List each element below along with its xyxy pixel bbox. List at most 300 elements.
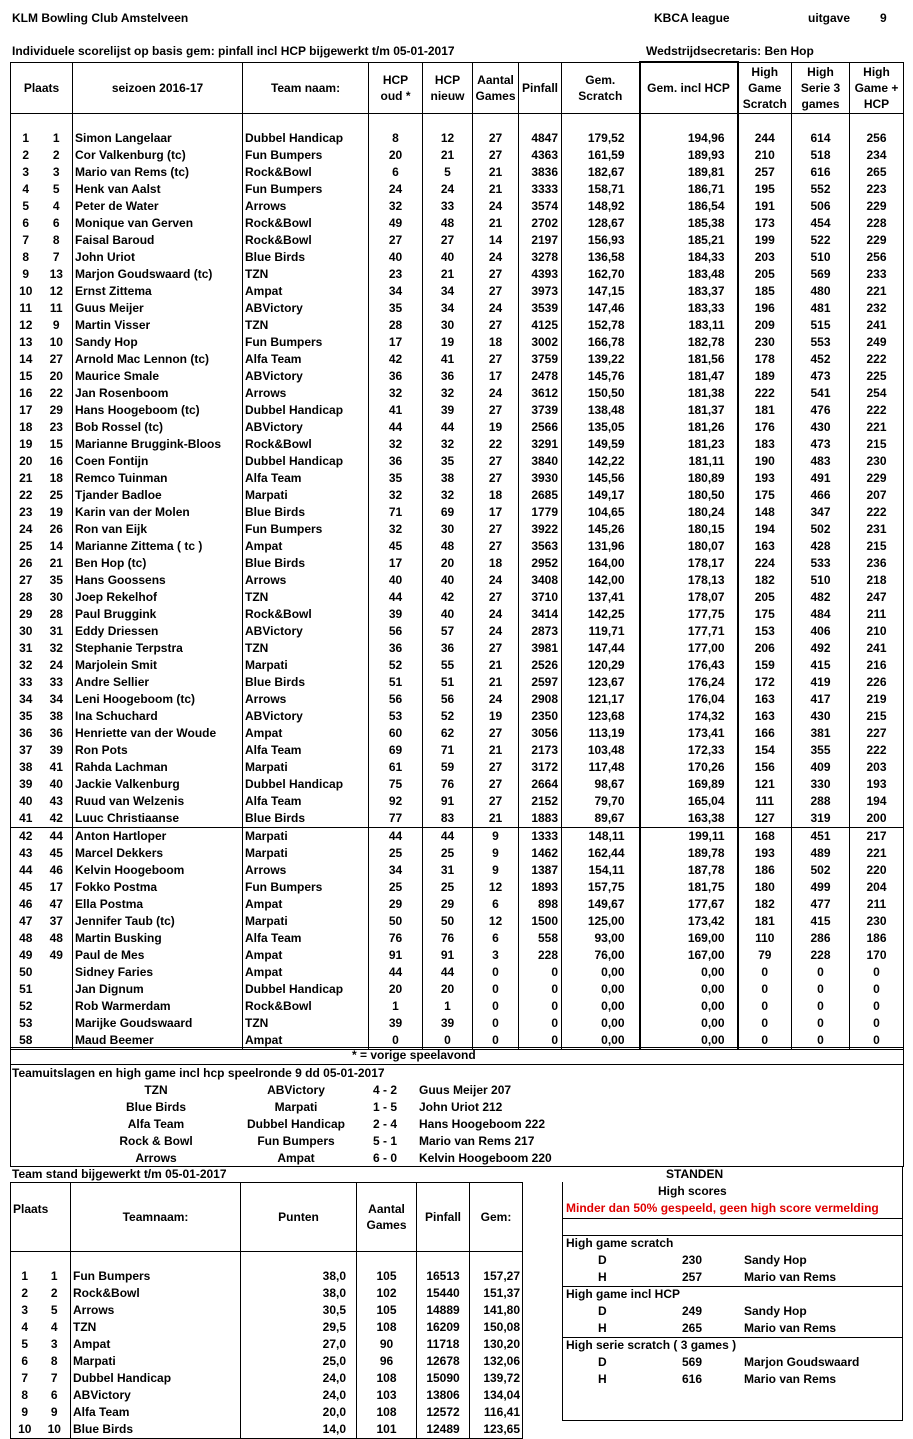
table-cell: 185,38 bbox=[640, 215, 738, 232]
table-cell: 477 bbox=[792, 896, 850, 913]
table-cell: 50 bbox=[11, 964, 41, 981]
result-cell: 6 - 0 bbox=[372, 1151, 397, 1165]
table-cell: Ampat bbox=[243, 725, 369, 742]
table-cell: 12 bbox=[473, 879, 519, 896]
table-cell: 2478 bbox=[519, 368, 562, 385]
table-cell: 211 bbox=[850, 896, 904, 913]
team-cell: 105 bbox=[357, 1268, 417, 1285]
table-cell: 452 bbox=[792, 351, 850, 368]
table-cell: 117,48 bbox=[562, 759, 640, 776]
table-cell: Blue Birds bbox=[243, 504, 369, 521]
table-cell: 409 bbox=[792, 759, 850, 776]
table-cell: 181,38 bbox=[640, 385, 738, 402]
table-cell: 0 bbox=[423, 1032, 473, 1050]
table-cell: 71 bbox=[423, 742, 473, 759]
table-cell: 11 bbox=[11, 300, 41, 317]
result-cell: TZN bbox=[144, 1083, 168, 1097]
table-cell: Arrows bbox=[243, 198, 369, 215]
table-row bbox=[11, 198, 904, 215]
table-cell: 491 bbox=[792, 470, 850, 487]
table-cell: 148,92 bbox=[562, 198, 640, 215]
table-cell: 10 bbox=[11, 283, 41, 300]
table-cell bbox=[41, 998, 73, 1015]
table-cell: 482 bbox=[792, 589, 850, 606]
team-cell: 4 bbox=[11, 1319, 39, 1336]
team-cell: 2 bbox=[39, 1285, 71, 1302]
team-cell: 25,0 bbox=[241, 1353, 357, 1370]
table-cell: 569 bbox=[792, 266, 850, 283]
table-cell: 21 bbox=[473, 215, 519, 232]
table-cell: Ampat bbox=[243, 896, 369, 913]
team-cell: 7 bbox=[11, 1370, 39, 1387]
table-cell: Arrows bbox=[243, 862, 369, 879]
high-score-cell: H bbox=[598, 1321, 607, 1335]
table-cell: Ella Postma bbox=[73, 896, 243, 913]
col-hcp-oud: HCP oud * bbox=[369, 62, 423, 114]
table-cell: 12 bbox=[11, 317, 41, 334]
table-cell: 113,19 bbox=[562, 725, 640, 742]
table-cell: 56 bbox=[369, 623, 423, 640]
table-cell: 19 bbox=[41, 504, 73, 521]
table-cell: Rock&Bowl bbox=[243, 215, 369, 232]
table-cell: 24 bbox=[473, 623, 519, 640]
table-cell: 0,00 bbox=[640, 964, 738, 981]
table-cell: 193 bbox=[738, 845, 792, 862]
table-cell: 502 bbox=[792, 521, 850, 538]
table-cell: 6 bbox=[11, 215, 41, 232]
table-cell: 2685 bbox=[519, 487, 562, 504]
table-cell: 52 bbox=[11, 998, 41, 1015]
table-cell: 17 bbox=[369, 555, 423, 572]
table-cell: 163 bbox=[738, 538, 792, 555]
table-cell: 0 bbox=[519, 998, 562, 1015]
table-row bbox=[11, 300, 904, 317]
table-cell: 12 bbox=[473, 913, 519, 930]
table-cell: 244 bbox=[738, 130, 792, 147]
table-cell: 18 bbox=[473, 555, 519, 572]
team-cell: 15440 bbox=[417, 1285, 470, 1302]
table-cell: 58 bbox=[11, 1032, 41, 1050]
table-cell: 319 bbox=[792, 810, 850, 828]
high-score-cell: Marjon Goudswaard bbox=[744, 1355, 860, 1369]
table-cell bbox=[41, 1015, 73, 1032]
table-cell: TZN bbox=[243, 1015, 369, 1032]
table-row bbox=[11, 606, 904, 623]
table-cell: John Uriot bbox=[73, 249, 243, 266]
table-cell: Henk van Aalst bbox=[73, 181, 243, 198]
table-row bbox=[11, 964, 904, 981]
table-cell: TZN bbox=[243, 589, 369, 606]
table-cell: 18 bbox=[473, 334, 519, 351]
table-row bbox=[11, 317, 904, 334]
team-cell: 8 bbox=[39, 1353, 71, 1370]
table-cell: 92 bbox=[369, 793, 423, 810]
table-cell: 49 bbox=[369, 215, 423, 232]
table-cell: 32 bbox=[369, 436, 423, 453]
result-cell: Guus Meijer 207 bbox=[419, 1083, 512, 1097]
table-cell: 33 bbox=[423, 198, 473, 215]
table-cell: 42 bbox=[369, 351, 423, 368]
table-cell: 158,71 bbox=[562, 181, 640, 198]
table-cell: 51 bbox=[369, 674, 423, 691]
table-cell: 286 bbox=[792, 930, 850, 947]
team-col-naam: Teamnaam: bbox=[71, 1183, 241, 1252]
table-row bbox=[11, 521, 904, 538]
table-cell: 222 bbox=[738, 385, 792, 402]
table-row bbox=[11, 845, 904, 862]
table-cell: 9 bbox=[41, 317, 73, 334]
table-cell: 15 bbox=[41, 436, 73, 453]
table-cell: 24 bbox=[473, 385, 519, 402]
table-cell: Ampat bbox=[243, 283, 369, 300]
table-cell: 27 bbox=[473, 317, 519, 334]
table-cell: 1387 bbox=[519, 862, 562, 879]
result-cell: Marpati bbox=[274, 1100, 318, 1114]
table-cell: 172,33 bbox=[640, 742, 738, 759]
team-cell: 108 bbox=[357, 1370, 417, 1387]
table-cell: 228 bbox=[519, 947, 562, 964]
table-cell: 4125 bbox=[519, 317, 562, 334]
table-cell: 476 bbox=[792, 402, 850, 419]
table-cell: 194,96 bbox=[640, 130, 738, 147]
table-cell: 180,07 bbox=[640, 538, 738, 555]
table-cell: 44 bbox=[11, 862, 41, 879]
table-cell: 3539 bbox=[519, 300, 562, 317]
team-cell: Ampat bbox=[71, 1336, 241, 1353]
table-cell: 21 bbox=[423, 147, 473, 164]
table-cell: 111 bbox=[738, 793, 792, 810]
table-cell: Alfa Team bbox=[243, 470, 369, 487]
table-cell: Simon Langelaar bbox=[73, 130, 243, 147]
table-cell: 0 bbox=[519, 1015, 562, 1032]
table-cell: 190 bbox=[738, 453, 792, 470]
table-cell: 0,00 bbox=[562, 998, 640, 1015]
table-cell: 17 bbox=[473, 368, 519, 385]
table-cell: 71 bbox=[369, 504, 423, 521]
table-cell: 211 bbox=[850, 606, 904, 623]
high-score-group-title: High game incl HCP bbox=[566, 1287, 681, 1301]
table-row bbox=[11, 776, 904, 793]
table-cell: 20 bbox=[41, 368, 73, 385]
table-cell: 3930 bbox=[519, 470, 562, 487]
table-cell: 69 bbox=[423, 504, 473, 521]
table-cell: 19 bbox=[473, 419, 519, 436]
table-cell: 20 bbox=[423, 981, 473, 998]
table-cell: Rock&Bowl bbox=[243, 436, 369, 453]
result-cell: John Uriot 212 bbox=[419, 1100, 503, 1114]
table-cell: 16 bbox=[11, 385, 41, 402]
table-row bbox=[11, 623, 904, 640]
table-cell: 2350 bbox=[519, 708, 562, 725]
table-cell: 9 bbox=[11, 266, 41, 283]
team-row bbox=[11, 1370, 523, 1387]
table-cell: 0 bbox=[473, 998, 519, 1015]
team-cell: 130,20 bbox=[470, 1336, 523, 1353]
table-row bbox=[11, 896, 904, 913]
table-cell: 381 bbox=[792, 725, 850, 742]
table-cell: 17 bbox=[473, 504, 519, 521]
table-cell: Marianne Bruggink-Bloos bbox=[73, 436, 243, 453]
table-cell: Tjander Badloe bbox=[73, 487, 243, 504]
table-cell: ABVictory bbox=[243, 300, 369, 317]
table-cell: 36 bbox=[423, 368, 473, 385]
table-cell: Coen Fontijn bbox=[73, 453, 243, 470]
team-cell: 6 bbox=[39, 1387, 71, 1404]
team-cell: 24,0 bbox=[241, 1387, 357, 1404]
table-cell: 33 bbox=[11, 674, 41, 691]
team-cell: 105 bbox=[357, 1302, 417, 1319]
table-cell: 0 bbox=[738, 998, 792, 1015]
team-cell: 10 bbox=[11, 1421, 39, 1439]
table-cell: 0 bbox=[850, 1015, 904, 1032]
table-cell: 44 bbox=[369, 964, 423, 981]
table-cell: 182,78 bbox=[640, 334, 738, 351]
table-cell bbox=[41, 981, 73, 998]
table-cell: 206 bbox=[738, 640, 792, 657]
results-title: Teamuitslagen en high game incl hcp speelronde 9 dd 05-01-2017 bbox=[12, 1066, 385, 1080]
table-cell: Mario van Rems (tc) bbox=[73, 164, 243, 181]
table-cell: 27 bbox=[11, 572, 41, 589]
table-cell: Marjon Goudswaard (tc) bbox=[73, 266, 243, 283]
standen-title: STANDEN bbox=[666, 1167, 724, 1181]
table-cell: 229 bbox=[850, 232, 904, 249]
table-cell: 35 bbox=[369, 470, 423, 487]
table-cell: 210 bbox=[850, 623, 904, 640]
table-cell: 170 bbox=[850, 947, 904, 964]
table-cell: 176,24 bbox=[640, 674, 738, 691]
col-plaats: Plaats bbox=[11, 62, 73, 114]
table-cell: Paul de Mes bbox=[73, 947, 243, 964]
table-row bbox=[11, 487, 904, 504]
table-cell: 2597 bbox=[519, 674, 562, 691]
table-cell: 150,50 bbox=[562, 385, 640, 402]
table-cell: 28 bbox=[11, 589, 41, 606]
table-cell: 181,26 bbox=[640, 419, 738, 436]
table-cell: 17 bbox=[41, 879, 73, 896]
table-cell: Marianne Zittema ( tc ) bbox=[73, 538, 243, 555]
table-cell: Rock&Bowl bbox=[243, 998, 369, 1015]
high-score-cell: D bbox=[598, 1253, 607, 1267]
team-cell: 8 bbox=[11, 1387, 39, 1404]
club-name: KLM Bowling Club Amstelveen bbox=[12, 11, 189, 25]
table-row bbox=[11, 538, 904, 555]
table-cell: 0 bbox=[792, 981, 850, 998]
table-cell: 18 bbox=[11, 419, 41, 436]
table-cell: 9 bbox=[473, 845, 519, 862]
team-cell: 12678 bbox=[417, 1353, 470, 1370]
table-cell: 25 bbox=[11, 538, 41, 555]
table-cell: 20 bbox=[369, 981, 423, 998]
table-cell: 9 bbox=[473, 828, 519, 846]
table-cell: 27 bbox=[473, 147, 519, 164]
table-cell: 230 bbox=[850, 913, 904, 930]
table-cell: 52 bbox=[423, 708, 473, 725]
table-cell: Henriette van der Woude bbox=[73, 725, 243, 742]
table-cell: 167,00 bbox=[640, 947, 738, 964]
table-row bbox=[11, 402, 904, 419]
subtitle: Individuele scorelijst op basis gem: pinfall incl HCP bijgewerkt t/m 05-01-2017 bbox=[12, 44, 455, 58]
table-cell: Guus Meijer bbox=[73, 300, 243, 317]
table-cell: 898 bbox=[519, 896, 562, 913]
table-cell: 12 bbox=[423, 130, 473, 147]
table-cell: 347 bbox=[792, 504, 850, 521]
team-cell: 103 bbox=[357, 1387, 417, 1404]
table-cell: 173,41 bbox=[640, 725, 738, 742]
table-cell: Alfa Team bbox=[243, 742, 369, 759]
table-cell: 186 bbox=[738, 862, 792, 879]
result-cell: Kelvin Hoogeboom 220 bbox=[419, 1151, 552, 1165]
table-row bbox=[11, 691, 904, 708]
table-cell: 24 bbox=[473, 300, 519, 317]
col-gem-scratch: Gem. Scratch bbox=[562, 62, 640, 114]
team-cell: 12572 bbox=[417, 1404, 470, 1421]
table-cell: Blue Birds bbox=[243, 674, 369, 691]
table-cell: 16 bbox=[41, 453, 73, 470]
table-cell: Marpati bbox=[243, 759, 369, 776]
result-cell: 2 - 4 bbox=[372, 1117, 397, 1131]
team-cell: Alfa Team bbox=[71, 1404, 241, 1421]
table-cell: 189,78 bbox=[640, 845, 738, 862]
table-cell: Fun Bumpers bbox=[243, 181, 369, 198]
table-cell: 6 bbox=[473, 930, 519, 947]
table-cell: 25 bbox=[423, 845, 473, 862]
team-cell: 14,0 bbox=[241, 1421, 357, 1439]
table-cell: 41 bbox=[369, 402, 423, 419]
table-cell: Rob Warmerdam bbox=[73, 998, 243, 1015]
table-cell: 154,11 bbox=[562, 862, 640, 879]
team-cell: ABVictory bbox=[71, 1387, 241, 1404]
table-cell: Remco Tuinman bbox=[73, 470, 243, 487]
table-row bbox=[11, 913, 904, 930]
table-cell: 34 bbox=[41, 691, 73, 708]
table-cell: 24 bbox=[11, 521, 41, 538]
table-cell: 6 bbox=[369, 164, 423, 181]
team-cell: 139,72 bbox=[470, 1370, 523, 1387]
table-cell: 0,00 bbox=[640, 1032, 738, 1050]
table-cell: 220 bbox=[850, 862, 904, 879]
table-cell: 39 bbox=[41, 742, 73, 759]
table-cell: 168 bbox=[738, 828, 792, 846]
team-cell: 6 bbox=[11, 1353, 39, 1370]
team-cell: 96 bbox=[357, 1353, 417, 1370]
footnote: * = vorige speelavond bbox=[352, 1048, 476, 1062]
table-cell: 176 bbox=[738, 419, 792, 436]
table-cell: 34 bbox=[423, 300, 473, 317]
table-cell: 21 bbox=[473, 810, 519, 828]
table-cell: 32 bbox=[369, 198, 423, 215]
table-cell: 184,33 bbox=[640, 249, 738, 266]
table-cell: 44 bbox=[369, 419, 423, 436]
table-cell: 541 bbox=[792, 385, 850, 402]
table-cell: 176,43 bbox=[640, 657, 738, 674]
table-row bbox=[11, 232, 904, 249]
table-cell: 0,00 bbox=[562, 1015, 640, 1032]
table-cell: 166 bbox=[738, 725, 792, 742]
table-cell: 0 bbox=[850, 1032, 904, 1050]
result-cell: 1 - 5 bbox=[372, 1100, 397, 1114]
table-cell: 183,33 bbox=[640, 300, 738, 317]
table-cell: 481 bbox=[792, 300, 850, 317]
table-cell: 83 bbox=[423, 810, 473, 828]
table-cell: 21 bbox=[41, 555, 73, 572]
table-cell: 25 bbox=[369, 845, 423, 862]
table-cell: 33 bbox=[41, 674, 73, 691]
league-name: KBCA league bbox=[654, 11, 730, 25]
table-cell: 59 bbox=[423, 759, 473, 776]
high-scores-title: High scores bbox=[658, 1184, 727, 1198]
table-cell: 40 bbox=[11, 793, 41, 810]
table-cell: 42 bbox=[41, 810, 73, 828]
table-cell: 34 bbox=[369, 283, 423, 300]
team-cell: 132,06 bbox=[470, 1353, 523, 1370]
table-cell: Blue Birds bbox=[243, 249, 369, 266]
table-cell: 10 bbox=[41, 334, 73, 351]
table-cell: 8 bbox=[11, 249, 41, 266]
table-cell: 91 bbox=[423, 793, 473, 810]
table-cell: 30 bbox=[423, 317, 473, 334]
high-score-cell: Sandy Hop bbox=[744, 1304, 807, 1318]
table-cell: Marpati bbox=[243, 913, 369, 930]
table-row bbox=[11, 879, 904, 896]
table-cell: 196 bbox=[738, 300, 792, 317]
table-cell: 51 bbox=[11, 981, 41, 998]
team-row bbox=[11, 1404, 523, 1421]
table-cell: 215 bbox=[850, 436, 904, 453]
table-cell: Jan Rosenboom bbox=[73, 385, 243, 402]
table-cell: 91 bbox=[423, 947, 473, 964]
table-cell: 222 bbox=[850, 504, 904, 521]
team-cell: 101 bbox=[357, 1421, 417, 1439]
table-cell: 533 bbox=[792, 555, 850, 572]
table-cell: 149,59 bbox=[562, 436, 640, 453]
table-cell: 40 bbox=[423, 606, 473, 623]
high-score-warning: Minder dan 50% gespeeld, geen high score vermelding bbox=[566, 1201, 879, 1215]
high-score-cell: H bbox=[598, 1270, 607, 1284]
table-cell: Dubbel Handicap bbox=[243, 453, 369, 470]
high-score-cell: 616 bbox=[682, 1372, 703, 1386]
table-cell: 30 bbox=[423, 521, 473, 538]
table-cell: 148 bbox=[738, 504, 792, 521]
table-cell: ABVictory bbox=[243, 368, 369, 385]
table-cell: 3710 bbox=[519, 589, 562, 606]
table-cell: Sandy Hop bbox=[73, 334, 243, 351]
table-cell: 38 bbox=[11, 759, 41, 776]
table-cell: 34 bbox=[423, 283, 473, 300]
table-cell: 247 bbox=[850, 589, 904, 606]
table-cell: 182 bbox=[738, 572, 792, 589]
team-cell: 141,80 bbox=[470, 1302, 523, 1319]
table-cell: 3840 bbox=[519, 453, 562, 470]
table-cell: 2873 bbox=[519, 623, 562, 640]
table-cell: 27 bbox=[473, 130, 519, 147]
table-cell: 36 bbox=[369, 640, 423, 657]
table-cell: 0 bbox=[738, 964, 792, 981]
table-cell: 185,21 bbox=[640, 232, 738, 249]
table-cell: 45 bbox=[11, 879, 41, 896]
table-cell: 145,26 bbox=[562, 521, 640, 538]
table-cell: 0 bbox=[519, 1032, 562, 1050]
high-score-cell: 265 bbox=[682, 1321, 703, 1335]
table-cell: Andre Sellier bbox=[73, 674, 243, 691]
high-score-cell: Mario van Rems bbox=[744, 1321, 837, 1335]
table-cell: 0 bbox=[738, 981, 792, 998]
table-cell: 181,47 bbox=[640, 368, 738, 385]
table-cell: 194 bbox=[738, 521, 792, 538]
table-row bbox=[11, 589, 904, 606]
table-cell: 473 bbox=[792, 368, 850, 385]
table-cell: 55 bbox=[423, 657, 473, 674]
team-cell: 4 bbox=[39, 1319, 71, 1336]
